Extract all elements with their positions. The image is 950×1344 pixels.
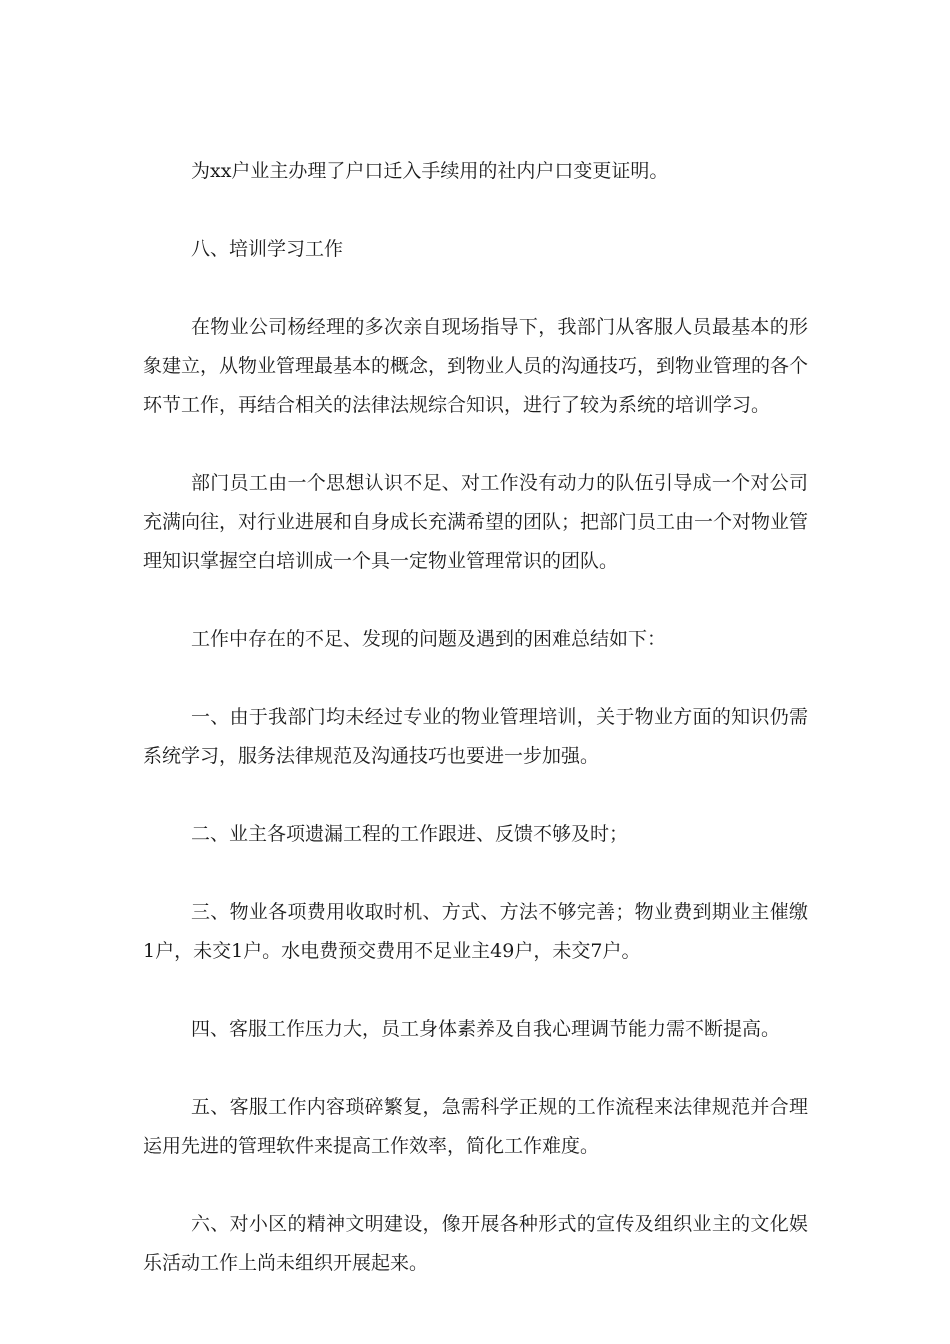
paragraph-training-guidance: 在物业公司杨经理的多次亲自现场指导下，我部门从客服人员最基本的形象建立，从物业管理最基本的概念，到物业人员的沟通技巧，到物业管理的各个环节工作，再结合相关的法律法规综合知识，进行了较为系统的培训学习。 — [143, 316, 809, 416]
paragraph-issue-6: 六、对小区的精神文明建设，像开展各种形式的宣传及组织业主的文化娱乐活动工作上尚未组织开展起来。 — [143, 1213, 808, 1274]
paragraph-household-certificate: 为xx户业主办理了户口迁入手续用的社内户口变更证明。 — [191, 160, 669, 182]
document-body — [143, 152, 808, 1322]
section-heading-training: 八、培训学习工作 — [191, 238, 344, 260]
paragraph-shortcomings-intro: 工作中存在的不足、发现的问题及遇到的困难总结如下： — [191, 628, 667, 650]
paragraph-issue-5: 五、客服工作内容琐碎繁复，急需科学正规的工作流程来法律规范并合理运用先进的管理软件来提高工作效率，简化工作难度。 — [143, 1096, 808, 1157]
paragraph-issue-1: 一、由于我部门均未经过专业的物业管理培训，关于物业方面的知识仍需系统学习，服务法律规范及沟通技巧也要进一步加强。 — [143, 706, 808, 767]
paragraph-issue-2: 二、业主各项遗漏工程的工作跟进、反馈不够及时； — [191, 823, 629, 845]
paragraph-team-growth: 部门员工由一个思想认识不足、对工作没有动力的队伍引导成一个对公司充满向往，对行业进展和自身成长充满希望的团队；把部门员工由一个对物业管理知识掌握空白培训成一个具一定物业管理常识的团队。 — [143, 472, 809, 572]
paragraph-issue-4: 四、客服工作压力大，员工身体素养及自我心理调节能力需不断提高。 — [191, 1018, 781, 1040]
paragraph-issue-3: 三、物业各项费用收取时机、方式、方法不够完善；物业费到期业主催缴1户，未交1户。水电费预交费用不足业主49户，未交7户。 — [143, 901, 808, 962]
